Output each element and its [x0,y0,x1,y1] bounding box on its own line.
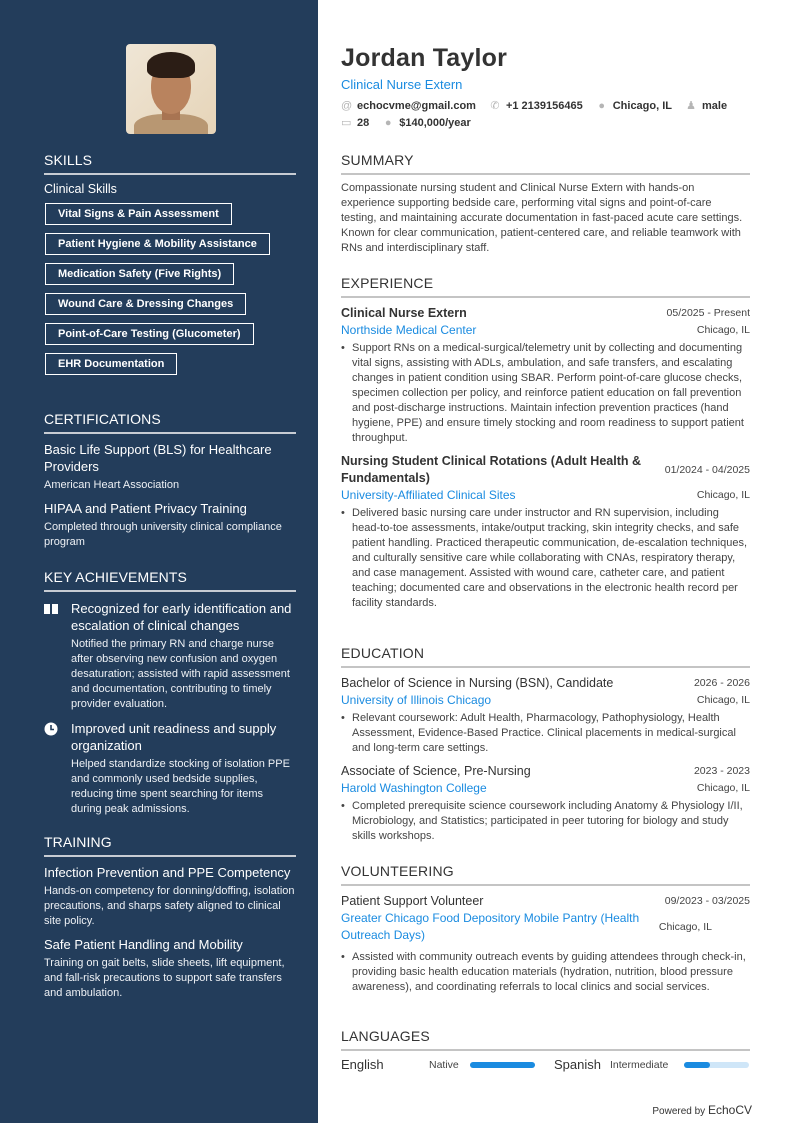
edu-bullet: • Completed prerequisite science coursework including Anatomy & Physiology I/II, Microbiology, and Statistics; participated in peer tutoring for biology and study skills workshops. [341,799,750,844]
languages-row [341,1057,750,1072]
achievement-item [44,720,296,817]
job-location: Chicago, IL [696,489,750,501]
training-desc: Training on gait belts, slide sheets, lift equipment, and fall-risk precautions to support safe transfers and ambulation. [44,957,285,999]
school: University of Illinois Chicago [341,693,492,707]
calendar-icon: ▭ [341,117,352,129]
footer-brand[interactable]: EchoCV [707,1103,752,1117]
footer [652,1103,752,1117]
experience-entry [341,305,750,446]
section-title: LANGUAGES [341,1028,750,1051]
experience-section [341,275,750,611]
job-bullet: • Delivered basic nursing care under instructor and RN supervision, including head-to-toe assessments, intake/output tracking, skin integrity checks, and safe patient handling. Practiced therapeutic communication, de-escalation techniques, and culturally sensitive care while collaborating with CNAs, respiratory therapy, and case management. Assisted with wound care, catheter care, and patient teaching; documented care and observations in the electronic health record per facility standards. [341,506,750,611]
achievement-title: Recognized for early identification and escalation of clinical changes [71,601,292,633]
achievement-desc: Notified the primary RN and charge nurse after observing new confusion and oxygen desaturation; assisted with rapid assessment and documentation, contributing to timely provider evaluation. [71,638,290,710]
language-proficiency-bar [684,1062,749,1068]
location: Chicago, IL [612,99,672,112]
section-title: CERTIFICATIONS [44,411,296,434]
education-entry [341,763,750,844]
section-title: EXPERIENCE [341,275,750,298]
summary-text: Compassionate nursing student and Clinical Nurse Extern with hands-on experience supporting bedside care, performing vital signs and point-of-care testing, and maintaining accurate documentation in fast-paced acute care settings. Known for clear communication, patient-centered care, and reliable teamwork with RNs and interdisciplinary staff. [341,182,743,254]
section-title: TRAINING [44,834,296,857]
training-name: Infection Prevention and PPE Competency [44,865,291,880]
contact-row [341,99,741,112]
clock-icon [44,720,71,817]
languages-section [341,1028,750,1072]
language-name: Spanish [554,1057,601,1072]
skill-group-title: Clinical Skills [44,182,117,196]
degree: Associate of Science, Pre-Nursing [341,764,531,778]
employer: University-Affiliated Clinical Sites [341,488,516,502]
experience-entry [341,453,750,611]
language-name: English [341,1057,384,1072]
book-icon [44,600,71,712]
job-title: Clinical Nurse Extern [341,306,467,320]
summary-section [341,152,750,256]
edu-location: Chicago, IL [696,782,750,794]
phone[interactable]: +1 2139156465 [505,99,583,112]
job-dates: 01/2024 - 04/2025 [664,463,750,476]
achievements-section [44,569,296,817]
certifications-section [44,411,296,550]
email-icon: @ [341,99,353,112]
job-dates: 05/2025 - Present [666,307,750,319]
volunteer-role: Patient Support Volunteer [341,894,484,908]
certification-name: Basic Life Support (BLS) for Healthcare Providers [44,442,272,474]
training-name: Safe Patient Handling and Mobility [44,937,243,952]
sidebar [0,0,318,1123]
gender: male [702,99,728,112]
employer: Northside Medical Center [341,323,477,337]
certification-issuer: Completed through university clinical compliance program [44,521,282,548]
person-icon: ♟ [686,100,696,112]
section-title: SKILLS [44,152,296,175]
school: Harold Washington College [341,781,487,795]
volunteer-bullet: • Assisted with community outreach events by guiding attendees through check-in, providing basic health education materials (hydration, nutrition, blood pressure awareness), and coordinating referrals to local clinics and social services. [341,950,750,995]
job-location: Chicago, IL [696,324,750,336]
skills-section [44,152,296,380]
education-entry [341,675,750,756]
contact-row-2 [341,116,485,129]
certification-issuer: American Heart Association [44,479,180,491]
skill-tag: Patient Hygiene & Mobility Assistance [45,233,270,255]
phone-icon: ✆ [490,100,500,112]
section-title: SUMMARY [341,152,750,175]
training-section [44,834,296,1001]
edu-dates: 2023 - 2023 [693,765,750,777]
language-level: Intermediate [610,1058,669,1071]
email[interactable]: echocvme@gmail.com [357,99,476,112]
skill-tag: Wound Care & Dressing Changes [45,293,246,315]
skill-tag: Point-of-Care Testing (Glucometer) [45,323,254,345]
edu-dates: 2026 - 2026 [693,677,750,689]
language-level: Native [429,1058,459,1071]
candidate-role: Clinical Nurse Extern [341,77,463,92]
age: 28 [357,116,370,129]
profile-photo [126,44,216,134]
job-title: Nursing Student Clinical Rotations (Adult Health & Fundamentals) [341,454,641,485]
job-bullet: • Support RNs on a medical-surgical/telemetry unit by collecting and documenting vital signs, assisting with ADLs, ambulation, and safe transfers, and escalating changes in patient condition using SBAR. Perform point-of-care glucose checks, specimen collection per policy, and reinforce patient education on fall prevention and post-discharge instructions. Maintain infection prevention practices (hand hygiene, PPE) and ensure timely stocking and room readiness to support patient throughput. [341,341,750,446]
volunteer-org: Greater Chicago Food Depository Mobile Pantry (Health Outreach Days) [341,911,640,942]
edu-location: Chicago, IL [696,694,750,706]
section-title: EDUCATION [341,645,750,668]
edu-bullet: • Relevant coursework: Adult Health, Pharmacology, Pathophysiology, Health Assessment, Evidence-Based Practice. Clinical placements in medical-surgical and long-term care settings. [341,711,750,756]
section-title: KEY ACHIEVEMENTS [44,569,296,592]
skill-tag: Vital Signs & Pain Assessment [45,203,232,225]
language-proficiency-bar [470,1062,535,1068]
education-section [341,645,750,844]
achievement-desc: Helped standardize stocking of isolation PPE and commonly used bedside supplies, reducing time spent searching for items during peak admissions. [71,758,290,815]
skill-tag: EHR Documentation [45,353,177,375]
achievement-item [44,600,296,712]
degree: Bachelor of Science in Nursing (BSN), Candidate [341,676,614,690]
location-icon: ● [598,99,606,112]
volunteer-dates: 09/2023 - 03/2025 [664,895,750,907]
salary-icon: ● [384,116,392,129]
candidate-name: Jordan Taylor [341,44,508,72]
achievement-title: Improved unit readiness and supply organization [71,721,277,753]
volunteer-location: Chicago, IL [658,920,712,933]
training-desc: Hands-on competency for donning/doffing, isolation precautions, and sharps safety aligned to clinical site policy. [44,885,295,927]
volunteering-section [341,863,750,995]
footer-prefix: Powered by [652,1106,706,1117]
certification-name: HIPAA and Patient Privacy Training [44,501,247,516]
volunteer-entry [341,893,750,995]
section-title: VOLUNTEERING [341,863,750,886]
salary: $140,000/year [399,116,471,129]
skill-tag: Medication Safety (Five Rights) [45,263,234,285]
